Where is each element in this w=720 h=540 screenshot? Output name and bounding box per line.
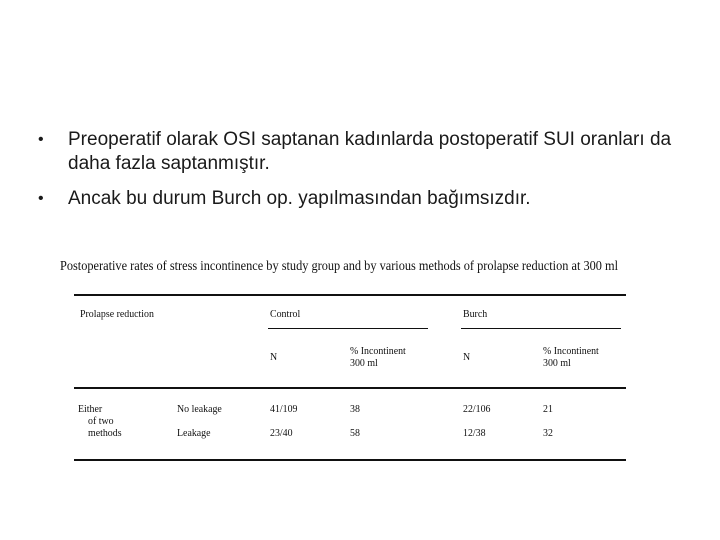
top-rule xyxy=(74,294,626,296)
row-control-n: 23/40 xyxy=(270,427,293,439)
row-burch-pct: 21 xyxy=(543,403,553,415)
header-prolapse-reduction: Prolapse reduction xyxy=(80,308,154,320)
bottom-rule xyxy=(74,459,626,461)
bullet-list xyxy=(38,128,698,222)
header-rule xyxy=(74,387,626,389)
header-burch-n: N xyxy=(463,351,471,363)
header-control: Control xyxy=(270,308,301,320)
header-control-pct-line1: % Incontinent xyxy=(350,345,406,357)
row-subgroup: Leakage xyxy=(177,427,211,439)
header-burch-pct-line2: 300 ml xyxy=(543,357,571,369)
control-rule xyxy=(268,328,428,329)
row-control-pct: 38 xyxy=(350,403,360,415)
bullet-text: Ancak bu durum Burch op. yapılmasından bağımsızdır. xyxy=(68,188,531,209)
bullet-text: Preoperatif olarak OSI saptanan kadınlarda postoperatif SUI oranları da daha fazla saptanmıştır. xyxy=(68,129,672,174)
bullet-item xyxy=(38,128,698,176)
row-group-line3: methods xyxy=(88,427,122,439)
bullet-dot: • xyxy=(38,131,44,148)
bullet-dot: • xyxy=(38,190,44,207)
bullet-item xyxy=(38,187,698,211)
header-burch: Burch xyxy=(463,308,488,320)
row-burch-n: 22/106 xyxy=(463,403,491,415)
header-control-n: N xyxy=(270,351,278,363)
burch-rule xyxy=(461,328,621,329)
row-control-n: 41/109 xyxy=(270,403,298,415)
header-burch-pct-line1: % Incontinent xyxy=(543,345,599,357)
header-control-pct-line2: 300 ml xyxy=(350,357,378,369)
table-caption: Postoperative rates of stress incontinence by study group and by various methods of prolapse reduction at 300 ml xyxy=(60,259,619,274)
row-group-line2: of two xyxy=(88,415,114,427)
row-burch-pct: 32 xyxy=(543,427,553,439)
row-burch-n: 12/38 xyxy=(463,427,486,439)
row-group-line1: Either xyxy=(78,403,103,415)
row-control-pct: 58 xyxy=(350,427,360,439)
row-subgroup: No leakage xyxy=(177,403,222,415)
